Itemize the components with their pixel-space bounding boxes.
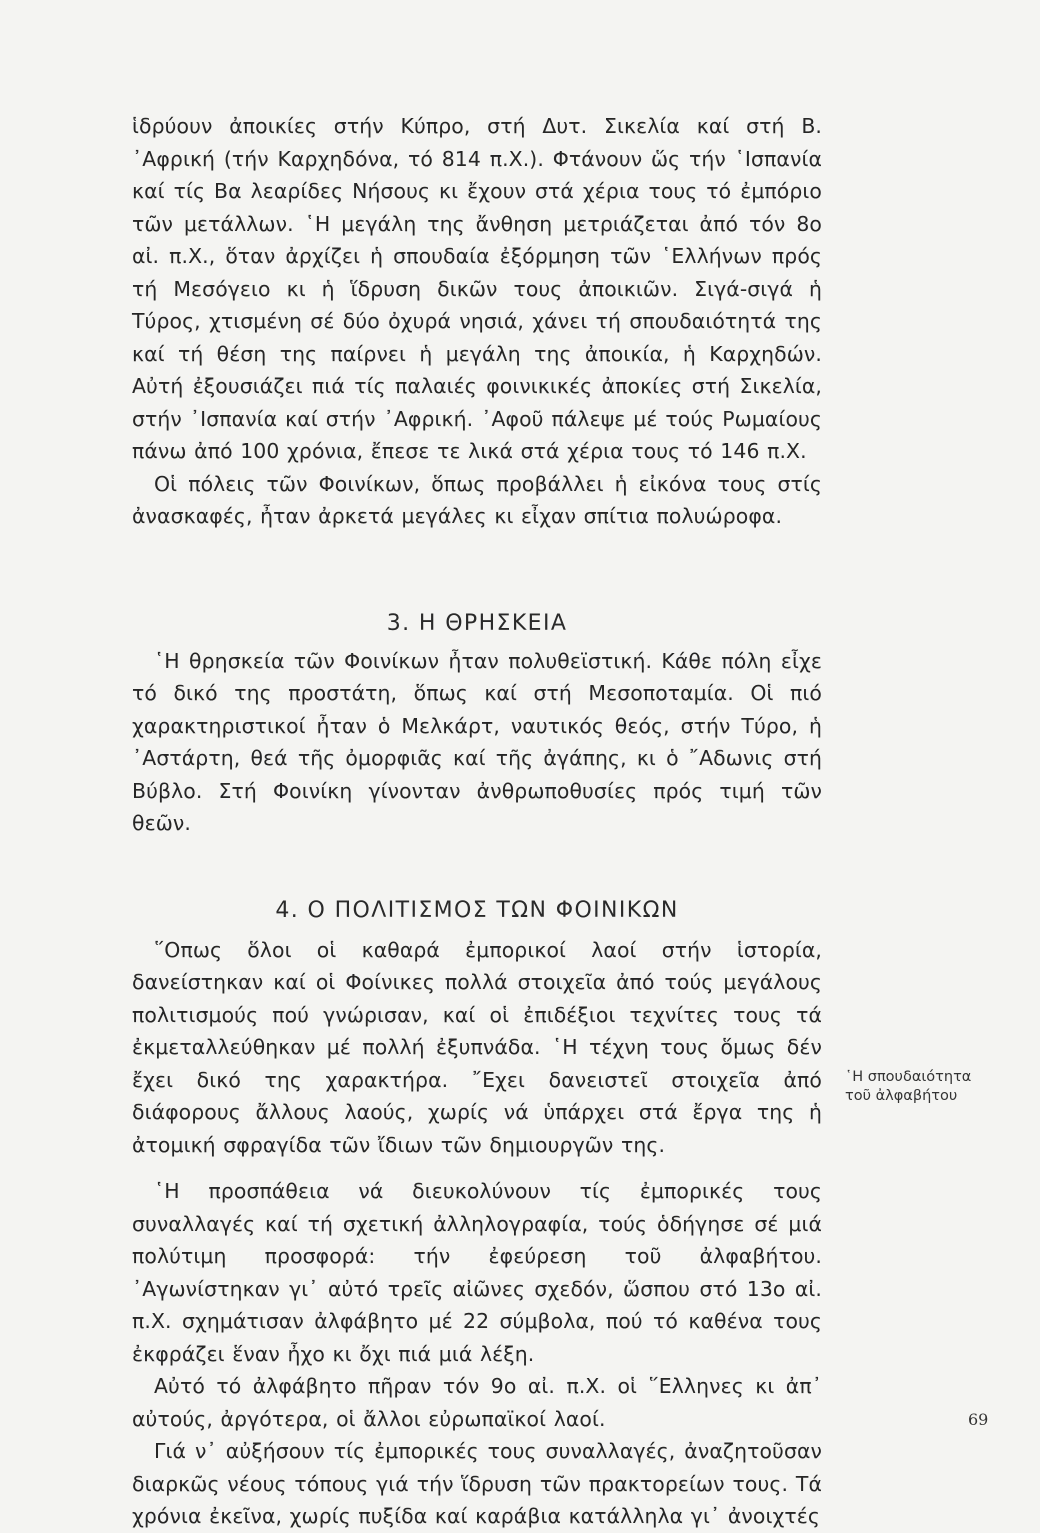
margin-note [845, 1068, 1005, 1106]
paragraph-alphabet: ῾Η προσπάθεια νά διευκολύνουν τίς ἐμπορικές τους συναλλαγές καί τή σχετική ἀλληλογραφία, τούς ὁδήγησε σέ μιά πολύτιμη προσφορά: τήν ἐφεύρεση τοῦ ἀλφαβήτου. ᾿Αγωνίστηκαν γι᾿ αὐτό τρεῖς αἰῶνες σχεδόν, ὥσπου στό 13ο αἰ. π.Χ. σχημάτισαν ἀλφάβητο μέ 22 σύμβολα, πού τό καθένα τους ἐκφράζει ἕναν ἦχο κι ὄχι πιά μιά λέξη. [132, 1179, 822, 1366]
paragraph-alphabet-spread: Αὐτό τό ἀλφάβητο πῆραν τόν 9ο αἰ. π.Χ. οἱ ῞Ελληνες κι ἀπ᾿ αὐτούς, ἀργότερα, οἱ ἄλλοι εὐρωπαϊκοί λαοί. [132, 1374, 822, 1431]
margin-note-line: τοῦ ἀλφαβήτου [845, 1088, 958, 1104]
opening-text [132, 110, 822, 533]
section-4-heading: 4. Ο ΠΟΛΙΤΙΣΜΟΣ ΤΩΝ ΦΟΙΝΙΚΩΝ [275, 897, 679, 923]
paragraph-cities: Οἱ πόλεις τῶν Φοινίκων, ὅπως προβάλλει ἡ εἰκόνα τους στίς ἀνασκαφές, ἦταν ἀρκετά μεγάλες κι εἶχαν σπίτια πολυώροφα. [132, 471, 822, 528]
margin-note-line: ῾Η σπουδαιότητα [845, 1069, 972, 1085]
para1-line: ᾿Αφοῦ πάλεψε μέ τούς Ρωμαίους πάνω ἀπό 100 χρόνια, ἔπεσε τε [132, 406, 822, 463]
paragraph-art: ῞Οπως ὅλοι οἱ καθαρά ἐμπορικοί λαοί στήν ἱστορία, δανείστηκαν καί οἱ Φοίνικες πολλά στοιχεῖα ἀπό τούς μεγάλους πολιτισμούς πού γνώρισαν, καί οἱ ἐπιδέξιοι τεχνίτες τους τά ἐκμεταλλεύθηκαν μέ πολλή ἐξυπνάδα. ῾Η τέχνη τους ὅμως δέν ἔχει δικό της χαρακτήρα. ῎Εχει δανειστεῖ στοιχεῖα ἀπό διάφορους ἄλλους λαούς, χωρίς νά ὑπάρχει στά ἔργα της ἡ ἀτομική σφραγίδα τῶν ἴδιων τῶν δημιουργῶν της. [132, 937, 822, 1157]
text-column [132, 110, 822, 1533]
page-number: 69 [968, 1410, 989, 1429]
para1-line: λικά στά χέρια τους τό 146 π.Χ. [468, 439, 807, 463]
para1-line: μεγάλη της ἀποικία, ἡ Καρχηδών. Αὐτή ἐξουσιάζει πιά τίς παλαιές [132, 341, 822, 398]
section-3-heading: 3. Η ΘΡΗΣΚΕΙΑ [386, 610, 568, 636]
para1-line: ὀχυρά νησιά, χάνει τή σπουδαιότητά της καί τή θέση της παίρνει ἡ [132, 309, 822, 366]
para1-line: ἱδρύουν ἀποικίες στήν Κύπρο, στή Δυτ. Σικελία καί στή Β. ᾿Αφρική [132, 114, 822, 171]
religion-text [132, 645, 822, 840]
para1-line: (τήν Καρχηδόνα, τό 814 π.Χ.). Φτάνουν ὥς τήν ῾Ισπανία καί τίς Βα [132, 146, 822, 203]
para1-line: ἵδρυση δικῶν τους ἀποικιῶν. Σιγά-σιγά ἡ Τύρος, χτισμένη σέ δύο [132, 276, 822, 333]
paragraph-colonies [132, 110, 822, 468]
civilization-text [132, 934, 822, 1533]
paragraph-religion: ῾Η θρησκεία τῶν Φοινίκων ἦταν πολυθεϊστική. Κάθε πόλη εἶχε τό δικό της προστάτη, ὅπως καί στή Μεσοποταμία. Οἱ πιό χαρακτηριστικοί ἦταν ὁ Μελκάρτ, ναυτικός θεός, στήν Τύρο, ἡ ᾿Αστάρτη, θεά τῆς ὀμορφιᾶς καί τῆς ἀγάπης, κι ὁ ῎Αδωνις στή Βύβλο. Στή Φοινίκη γίνονταν ἀνθρωποθυσίες πρός τιμή τῶν θεῶν. [132, 648, 822, 835]
para1-line: ἀρχίζει ἡ σπουδαία ἐξόρμηση τῶν ῾Ελλήνων πρός τή Μεσόγειο κι ἡ [132, 244, 822, 301]
para1-line: ῾Η μεγάλη της ἄνθηση μετριάζεται ἀπό τόν 8ο αἰ. π.Χ., ὅταν [132, 211, 822, 268]
paragraph-trade: Γιά ν᾿ αὐξήσουν τίς ἐμπορικές τους συναλλαγές, ἀναζητοῦσαν διαρκῶς νέους τόπους γιά τήν ἵδρυση τῶν πρακτορείων τους. Τά χρόνια ἐκεῖνα, χωρίς πυξίδα καί καράβια κατάλληλα γι᾿ ἀνοιχτές [132, 1439, 822, 1528]
para1-line: φοινικικές ἀποκίες στή Σικελία, στήν ᾿Ισπανία καί στήν ᾿Αφρική. [132, 374, 822, 431]
para1-line: λεαρίδες Νήσους κι ἔχουν στά χέρια τους τό ἐμπόριο τῶν μετάλλων. [132, 179, 822, 236]
